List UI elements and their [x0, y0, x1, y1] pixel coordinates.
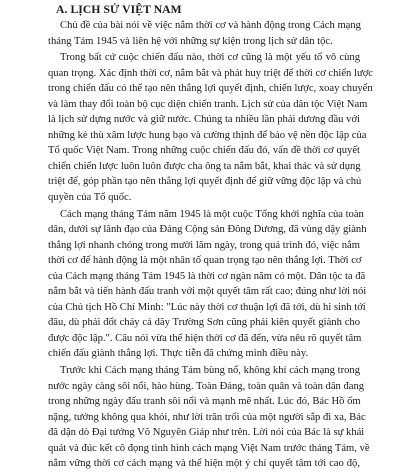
text-line: Cách mạng tháng Tám năm 1945 là một cuộc Tổng khởi nghĩa của toàn	[60, 208, 364, 220]
text-line: đã dặn dò Đại tướng Võ Nguyên Giáp như trên. Lời nói của Bác là sự khái	[48, 427, 365, 439]
section-heading: A. LỊCH SỬ VIỆT NAM	[56, 3, 182, 16]
text-line: thời cơ để hành động là một nhân tố quan trọng tạo nên thắng lợi. Thời cơ	[48, 255, 362, 267]
text-line: quan trọng. Xác định thời cơ, nắm bắt và phát huy triệt để thời cơ chiến lược	[48, 67, 373, 79]
text-line: trong những ngày đấu tranh sôi nổi và mạnh mẽ nhất. Lúc đó, Bác Hồ ốm	[48, 396, 361, 408]
text-line: trong chiến đấu có thể tạo nên thắng lợi quyết định, chiến lược, xoay chuyển	[48, 83, 373, 95]
text-line: Trước khi Cách mạng tháng Tám bùng nổ, không khí cách mạng trong	[60, 365, 360, 377]
paragraph	[48, 207, 367, 362]
text-line: chiến đấu giành thắng lợi. Thực tiễn đã chứng minh điều này.	[48, 348, 309, 360]
text-line: Trong bất cứ cuộc chiến đấu nào, thời cơ cũng là một yếu tố vô cùng	[60, 52, 360, 64]
paragraph	[48, 50, 373, 205]
text-line: tháng Tám 1945 và liên hệ với những sự kiện trong lịch sử dân tộc.	[48, 35, 333, 47]
text-line: của Chủ tịch Hồ Chí Minh: "Lúc này thời cơ thuận lợi đã tới, dù hi sinh tới	[48, 301, 366, 313]
text-line: nặng, tưởng không qua khỏi, như lời trăn trối của một người sắp đi xa, Bác	[48, 411, 366, 423]
text-line: thắng lợi nhanh chóng trong mười lăm ngày, trong quá trình đó, việc nắm	[48, 239, 360, 251]
text-line: quyền của Tổ quốc.	[48, 192, 132, 204]
text-line: nắm vững thời cơ cách mạng và thể hiện một ý chí quyết tâm tới cao độ,	[48, 458, 360, 470]
paragraph	[48, 363, 370, 472]
text-line: những kẻ thù xâm lược hung bạo và cường thịnh để bảo vệ nền độc lập của	[48, 129, 367, 141]
paragraph	[48, 18, 360, 49]
text-line: của Cách mạng tháng Tám 1945 là thời cơ ngàn năm có một. Dân tộc ta đã	[48, 270, 366, 282]
text-line: quát và đúc kết cô đọng tình hình cách mạng Việt Nam trước tháng Tám, về	[48, 442, 370, 454]
text-line: và làm thay đổi toàn bộ cục diện chiến tranh. Lịch sử của dân tộc Việt Nam	[48, 98, 368, 110]
text-line: Chủ đề của bài nói về việc nắm thời cơ và hành động trong Cách mạng	[60, 20, 361, 31]
text-line: nước ngày càng sôi nổi, hào hùng. Toàn Đảng, toàn quân và toàn dân đang	[48, 380, 365, 392]
text-line: đâu, dù phải đốt cháy cả dãy Trường Sơn cũng phải kiên quyết giành cho	[48, 317, 360, 329]
text-line: được độc lập.". Câu nói vừa thể hiện thời cơ đã đến, vừa nêu rõ quyết tâm	[48, 332, 362, 344]
text-line: dân, dưới sự lãnh đạo của Đảng Cộng sản Đông Dương, đã vùng dậy giành	[48, 224, 367, 236]
text-line: nắm bắt và tiến hành đấu tranh với một quyết tâm rất cao; đúng như lời nói	[48, 286, 367, 298]
text-line: Tổ quốc Việt Nam. Trong những cuộc chiến đấu đó, vấn đề thời cơ quyết	[48, 145, 360, 157]
body-text	[48, 18, 373, 473]
text-line: là lịch sử dựng nước và giữ nước. Chúng ta nhiều lần phải dương đầu với	[48, 114, 360, 126]
text-line: triệt để, góp phần tạo nên thắng lợi quyết định để giữ vững độc lập và chủ	[48, 176, 362, 188]
text-line: chiến chiến lược luôn luôn được cha ông ta nắm bắt, khai thác và sử dụng	[48, 160, 361, 172]
